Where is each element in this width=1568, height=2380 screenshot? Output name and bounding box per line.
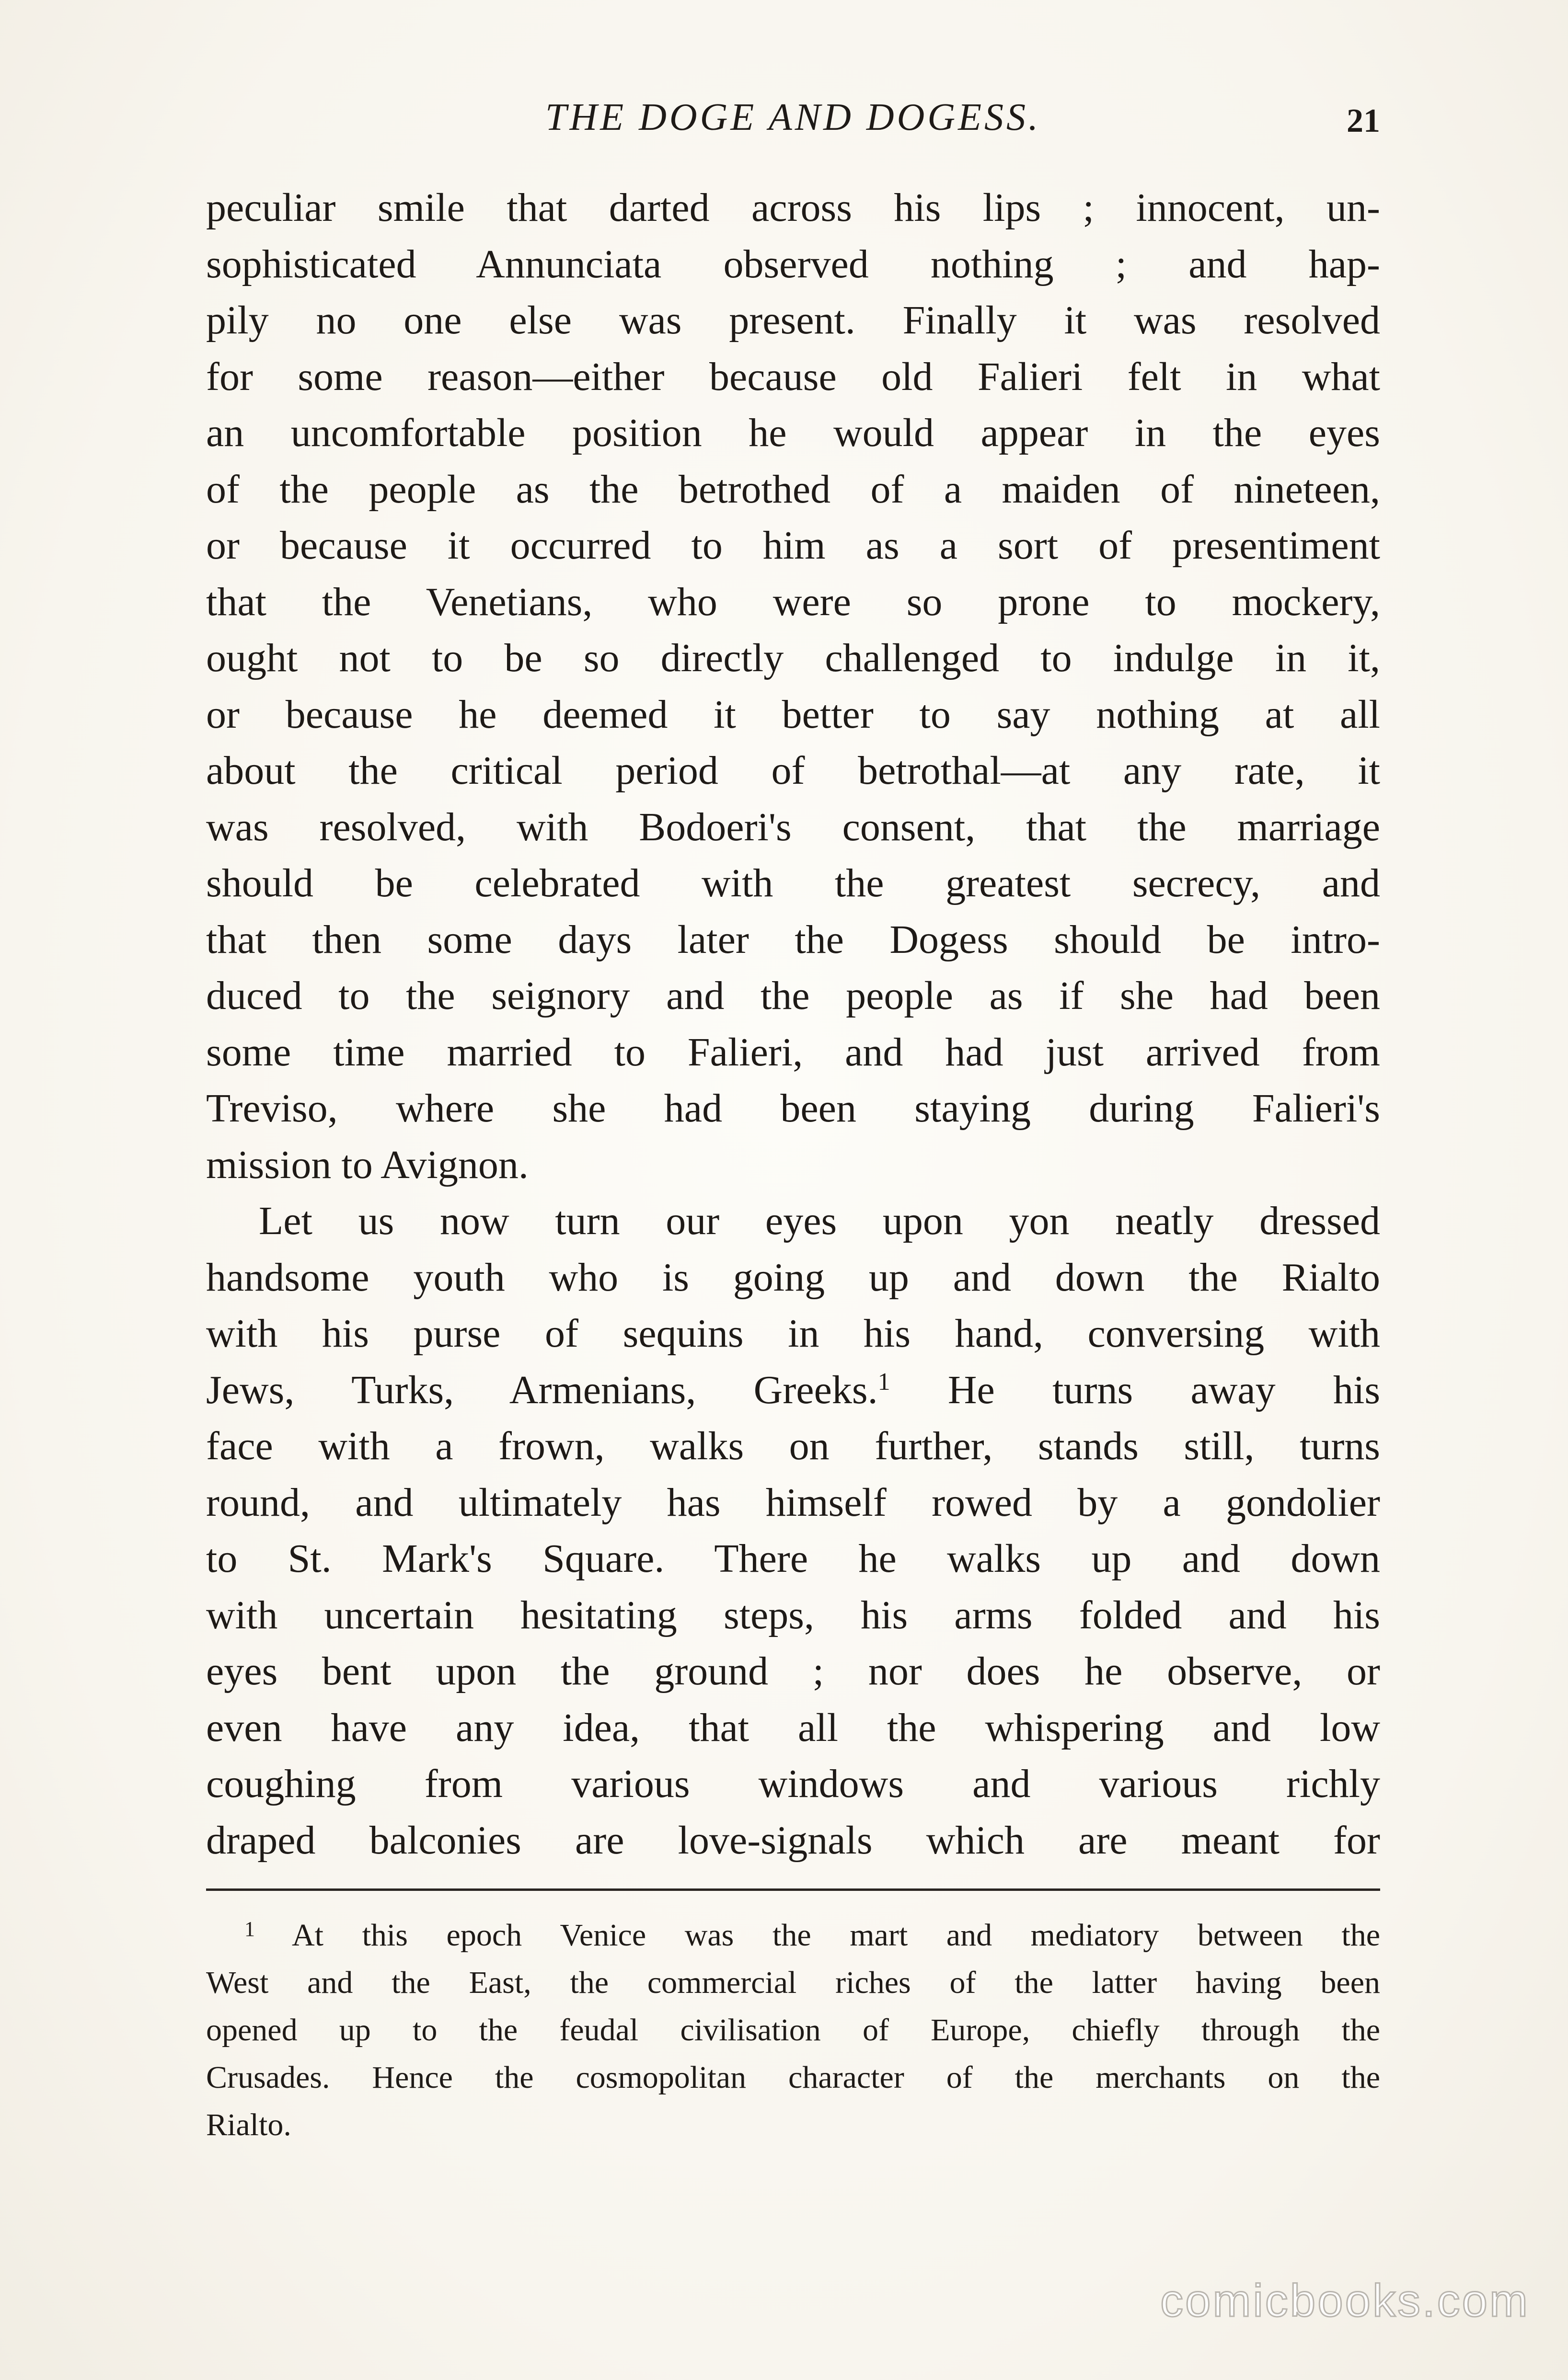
- body-text: [206, 180, 1380, 1868]
- body-line: was resolved, with Bodoeri's consent, that the marriage: [206, 804, 1380, 849]
- body-line: should be celebrated with the greatest secrecy, and: [206, 861, 1380, 905]
- body-line: to St. Mark's Square. There he walks up and down: [206, 1536, 1380, 1581]
- footnote-line: [206, 1911, 1380, 1959]
- line-start: Jews, Turks, Armenians, Greeks.: [206, 1367, 878, 1412]
- body-line: ought not to be so directly challenged to indulge in it,: [206, 636, 1380, 680]
- body-line: with his purse of sequins in his hand, conversing with: [206, 1311, 1380, 1356]
- body-line: draped balconies are love-signals which are meant for: [206, 1818, 1380, 1863]
- body-line: that the Venetians, who were so prone to mockery,: [206, 579, 1380, 624]
- footnote-ref[interactable]: 1: [877, 1368, 890, 1396]
- body-line: an uncomfortable position he would appear in the eyes: [206, 411, 1380, 455]
- body-line: sophisticated Annunciata observed nothing ; and hap-: [206, 241, 1380, 286]
- footnote-marker: 1: [244, 1917, 255, 1941]
- page-number: 21: [1347, 103, 1380, 139]
- body-line: that then some days later the Dogess should be intro-: [206, 917, 1380, 962]
- body-line: Treviso, where she had been staying during Falieri's: [206, 1086, 1380, 1131]
- body-line: round, and ultimately has himself rowed by a gondolier: [206, 1480, 1380, 1525]
- footnote-line: Rialto.: [206, 2107, 291, 2142]
- body-line: or because he deemed it better to say nothing at all: [206, 692, 1380, 737]
- body-line: even have any idea, that all the whispering and low: [206, 1705, 1380, 1750]
- body-line: eyes bent upon the ground ; nor does he observe, or: [206, 1649, 1380, 1693]
- running-title: THE DOGE AND DOGESS.: [545, 96, 1041, 138]
- body-line: face with a frown, walks on further, stands still, turns: [206, 1424, 1380, 1468]
- body-line: mission to Avignon.: [206, 1142, 529, 1187]
- watermark: comicbooks.com: [1160, 2275, 1530, 2326]
- running-head: [206, 91, 1380, 144]
- line-end: He turns away his: [947, 1367, 1380, 1412]
- body-line: or because it occurred to him as a sort of presentiment: [206, 523, 1380, 568]
- body-line: peculiar smile that darted across his lips ; innocent, un-: [206, 185, 1380, 230]
- body-line: about the critical period of betrothal—at any rate, it: [206, 748, 1380, 793]
- footnote-line: Crusades. Hence the cosmopolitan character of the merchants on the: [206, 2060, 1380, 2095]
- body-line: duced to the seignory and the people as if she had been: [206, 973, 1380, 1018]
- body-line: pily no one else was present. Finally it was resolved: [206, 298, 1380, 343]
- body-line: handsome youth who is going up and down the Rialto: [206, 1255, 1380, 1300]
- footnote-divider: [206, 1888, 1380, 1891]
- body-line: of the people as the betrothed of a maiden of nineteen,: [206, 467, 1380, 512]
- body-line: for some reason—either because old Falieri felt in what: [206, 354, 1380, 399]
- footnote-line: opened up to the feudal civilisation of Europe, chiefly through the: [206, 2013, 1380, 2048]
- footnote: [206, 1911, 1380, 2149]
- body-line: some time married to Falieri, and had just arrived from: [206, 1030, 1380, 1075]
- body-line: with uncertain hesitating steps, his arms folded and his: [206, 1592, 1380, 1637]
- footnote-line: West and the East, the commercial riches of the latter having been: [206, 1965, 1380, 2000]
- body-line-with-footnote-ref: [206, 1362, 1380, 1419]
- body-line: coughing from various windows and various richly: [206, 1762, 1380, 1806]
- body-line: Let us now turn our eyes upon yon neatly dressed: [259, 1199, 1380, 1243]
- footnote-line-text: At this epoch Venice was the mart and mediatory between the: [291, 1918, 1380, 1953]
